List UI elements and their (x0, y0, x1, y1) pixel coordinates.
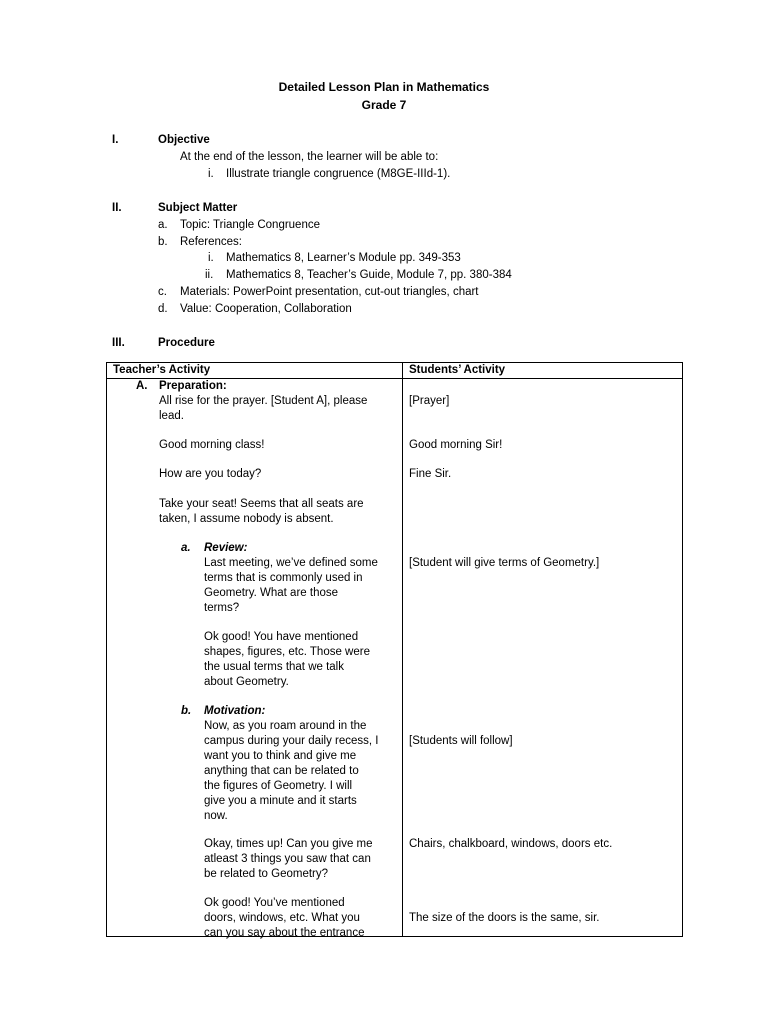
teacher-ok-line-1: Ok good! You have mentioned (204, 631, 359, 643)
teacher-motivation-line-3: want you to think and give me (204, 750, 357, 762)
teacher-doors-line-1: Ok good! You’ve mentioned (204, 897, 345, 909)
subject-value: Value: Cooperation, Collaboration (180, 303, 352, 315)
subject-number: II. (112, 202, 122, 214)
teacher-motivation-line-4: anything that can be related to (204, 765, 359, 777)
teacher-prayer-line-1: All rise for the prayer. [Student A], please (159, 395, 368, 407)
teacher-review-line-4: terms? (204, 602, 240, 614)
procedure-number: III. (112, 337, 125, 349)
review-heading: Review: (204, 542, 248, 554)
student-review-response: [Student will give terms of Geometry.] (409, 557, 600, 569)
teacher-seat-line-2: taken, I assume nobody is absent. (159, 513, 334, 525)
student-prayer: [Prayer] (409, 395, 450, 407)
preparation-marker: A. (136, 380, 148, 392)
procedure-table (106, 362, 683, 937)
teacher-times-up-line-1: Okay, times up! Can you give me (204, 838, 373, 850)
subject-heading: Subject Matter (158, 202, 238, 214)
preparation-heading: Preparation: (159, 380, 227, 392)
teacher-motivation-line-5: the figures of Geometry. I will (204, 780, 353, 792)
reference-2-marker: ii. (205, 269, 214, 281)
objective-number: I. (112, 134, 119, 146)
teacher-times-up-line-2: atleast 3 things you saw that can (204, 853, 371, 865)
review-marker: a. (181, 542, 191, 554)
teacher-activity-header: Teacher’s Activity (113, 364, 211, 376)
teacher-seat-line-1: Take your seat! Seems that all seats are (159, 498, 364, 510)
teacher-ok-line-2: shapes, figures, etc. Those were (204, 646, 370, 658)
students-activity-header: Students’ Activity (409, 364, 506, 376)
teacher-times-up-line-3: be related to Geometry? (204, 868, 329, 880)
teacher-ok-line-3: the usual terms that we talk (204, 661, 344, 673)
student-motivation-response: [Students will follow] (409, 735, 513, 747)
teacher-greeting: Good morning class! (159, 439, 265, 451)
teacher-motivation-line-1: Now, as you roam around in the (204, 720, 367, 732)
subject-materials: Materials: PowerPoint presentation, cut-out triangles, chart (180, 286, 479, 298)
reference-1-marker: i. (208, 252, 214, 264)
teacher-how-are-you: How are you today? (159, 468, 262, 480)
teacher-motivation-line-7: now. (204, 810, 228, 822)
subject-c-marker: c. (158, 286, 167, 298)
objective-heading: Objective (158, 134, 210, 146)
teacher-ok-line-4: about Geometry. (204, 676, 289, 688)
teacher-review-line-1: Last meeting, we’ve defined some (204, 557, 378, 569)
teacher-doors-line-2: doors, windows, etc. What you (204, 912, 360, 924)
subject-b-marker: b. (158, 236, 168, 248)
teacher-motivation-line-2: campus during your daily recess, I (204, 735, 379, 747)
teacher-review-line-2: terms that is commonly used in (204, 572, 363, 584)
student-doors-response: The size of the doors is the same, sir. (409, 912, 600, 924)
subject-references: References: (180, 236, 243, 248)
grade-label: Grade 7 (361, 98, 407, 112)
student-things-response: Chairs, chalkboard, windows, doors etc. (409, 838, 613, 850)
document-title: Detailed Lesson Plan in Mathematics (278, 80, 490, 94)
objective-item: Illustrate triangle congruence (M8GE-IIId-1). (226, 168, 451, 180)
motivation-marker: b. (181, 705, 192, 717)
teacher-doors-line-3: can you say about the entrance (204, 927, 365, 939)
subject-a-marker: a. (158, 219, 168, 231)
objective-item-marker: i. (208, 168, 214, 180)
student-fine: Fine Sir. (409, 468, 452, 480)
student-greeting: Good morning Sir! (409, 439, 503, 451)
teacher-review-line-3: Geometry. What are those (204, 587, 339, 599)
procedure-heading: Procedure (158, 337, 215, 349)
table-column-divider (402, 363, 403, 936)
teacher-motivation-line-6: give you a minute and it starts (204, 795, 357, 807)
teacher-prayer-line-2: lead. (159, 410, 184, 422)
subject-d-marker: d. (158, 303, 168, 315)
reference-2: Mathematics 8, Teacher’s Guide, Module 7, pp. 380-384 (226, 269, 512, 281)
subject-topic: Topic: Triangle Congruence (180, 219, 320, 231)
objective-intro: At the end of the lesson, the learner will be able to: (180, 151, 439, 163)
reference-1: Mathematics 8, Learner’s Module pp. 349-353 (226, 252, 461, 264)
motivation-heading: Motivation: (204, 705, 266, 717)
